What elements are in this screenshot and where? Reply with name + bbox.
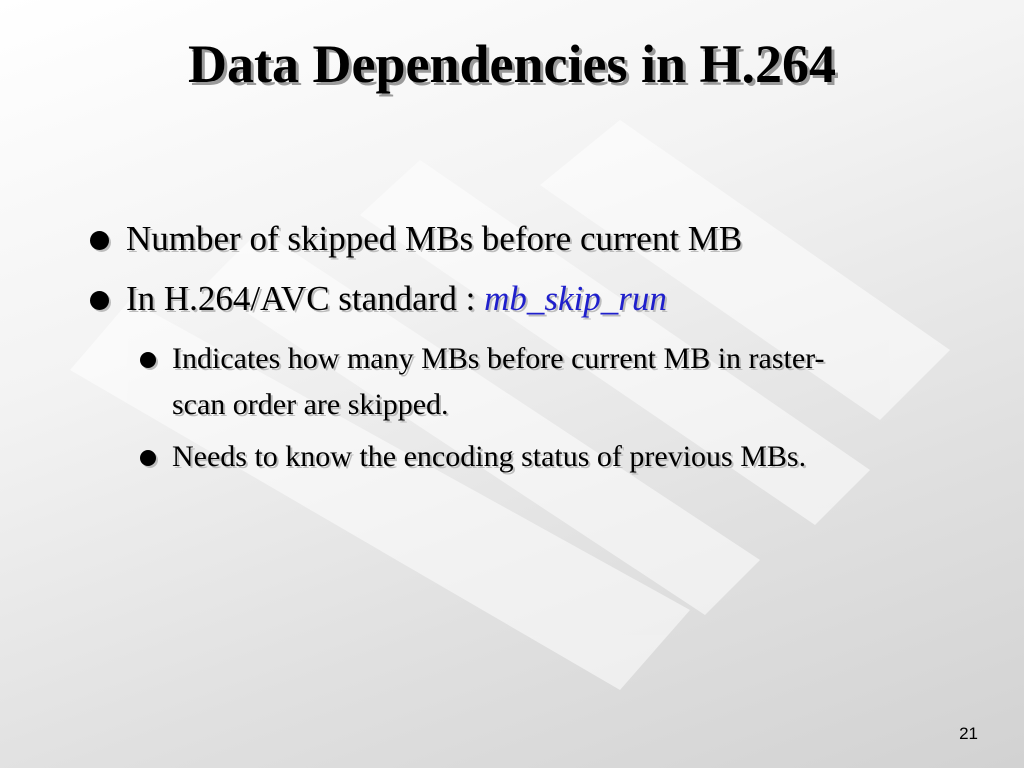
bullet-item	[88, 216, 948, 262]
bullet-list	[88, 216, 948, 486]
sub-bullet-text: Needs to know the encoding status of previous MBs.	[172, 440, 807, 473]
sub-bullet-item	[134, 434, 872, 480]
sub-bullet-text: Indicates how many MBs before current MB in raster- scan order are skipped.	[172, 342, 825, 421]
bullet-dot-icon	[90, 231, 109, 250]
bullet-dot-icon	[140, 352, 156, 368]
syntax-element-term: mb_skip_run	[484, 279, 667, 318]
page-number: 21	[959, 724, 978, 743]
bullet-dot-icon	[140, 450, 156, 466]
bullet-text: In H.264/AVC standard :	[126, 279, 485, 318]
slide-title: Data Dependencies in H.264	[188, 34, 836, 94]
bullet-dot-icon	[90, 291, 109, 310]
bullet-item	[88, 276, 948, 322]
bullet-text: Number of skipped MBs before current MB	[126, 219, 743, 258]
sub-bullet-item	[134, 336, 872, 428]
